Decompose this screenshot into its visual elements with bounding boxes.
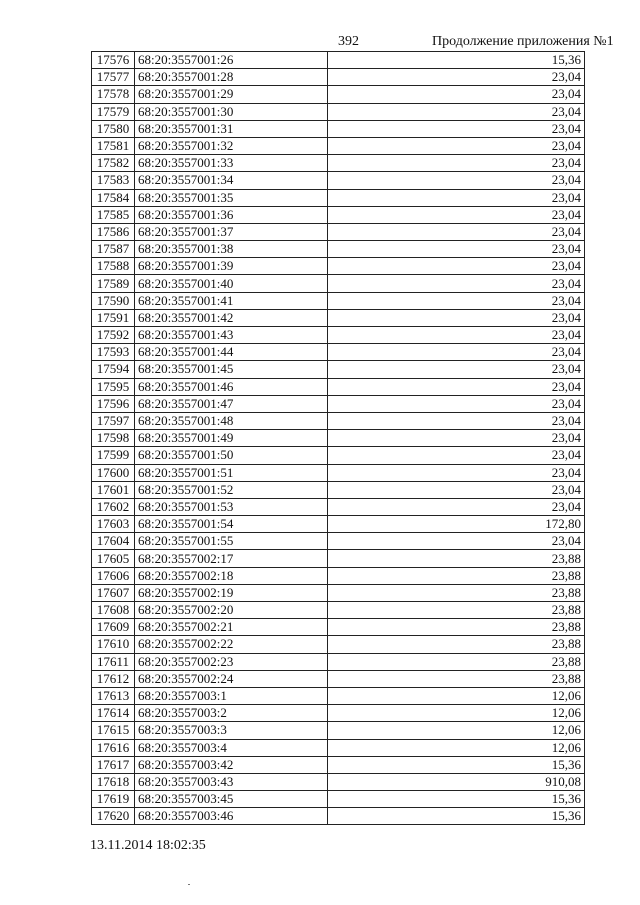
area-value: 23,04 — [328, 395, 585, 412]
area-value: 23,04 — [328, 430, 585, 447]
area-value: 23,04 — [328, 309, 585, 326]
area-value: 12,06 — [328, 722, 585, 739]
table-row — [92, 327, 585, 344]
cadastral-number: 68:20:3557002:23 — [135, 653, 328, 670]
area-value: 23,04 — [328, 378, 585, 395]
row-number: 17608 — [92, 602, 135, 619]
table-row — [92, 687, 585, 704]
area-value: 23,04 — [328, 292, 585, 309]
table-row — [92, 86, 585, 103]
table-row — [92, 498, 585, 515]
table-row — [92, 705, 585, 722]
table-row — [92, 533, 585, 550]
area-value: 23,04 — [328, 206, 585, 223]
cadastral-number: 68:20:3557001:37 — [135, 223, 328, 240]
row-number: 17600 — [92, 464, 135, 481]
cadastral-number: 68:20:3557002:17 — [135, 550, 328, 567]
cadastral-number: 68:20:3557001:40 — [135, 275, 328, 292]
table-row — [92, 120, 585, 137]
row-number: 17595 — [92, 378, 135, 395]
row-number: 17619 — [92, 791, 135, 808]
cadastral-number: 68:20:3557001:45 — [135, 361, 328, 378]
row-number: 17587 — [92, 241, 135, 258]
cadastral-number: 68:20:3557002:21 — [135, 619, 328, 636]
cadastral-number: 68:20:3557001:43 — [135, 327, 328, 344]
area-value: 23,88 — [328, 602, 585, 619]
table-row — [92, 516, 585, 533]
row-number: 17588 — [92, 258, 135, 275]
row-number: 17578 — [92, 86, 135, 103]
row-number: 17598 — [92, 430, 135, 447]
cadastral-number: 68:20:3557001:34 — [135, 172, 328, 189]
table-row — [92, 619, 585, 636]
area-value: 23,04 — [328, 464, 585, 481]
cadastral-number: 68:20:3557002:22 — [135, 636, 328, 653]
table-row — [92, 292, 585, 309]
area-value: 23,88 — [328, 636, 585, 653]
cadastral-number: 68:20:3557001:48 — [135, 412, 328, 429]
row-number: 17579 — [92, 103, 135, 120]
scan-mark — [188, 884, 190, 885]
area-value: 23,04 — [328, 275, 585, 292]
cadastral-number: 68:20:3557002:24 — [135, 670, 328, 687]
cadastral-number: 68:20:3557001:46 — [135, 378, 328, 395]
cadastral-number: 68:20:3557003:45 — [135, 791, 328, 808]
cadastral-number: 68:20:3557001:42 — [135, 309, 328, 326]
row-number: 17616 — [92, 739, 135, 756]
cadastral-number: 68:20:3557001:49 — [135, 430, 328, 447]
row-number: 17581 — [92, 137, 135, 154]
row-number: 17603 — [92, 516, 135, 533]
cadastral-number: 68:20:3557001:31 — [135, 120, 328, 137]
table-row — [92, 739, 585, 756]
row-number: 17601 — [92, 481, 135, 498]
cadastral-number: 68:20:3557001:54 — [135, 516, 328, 533]
cadastral-number: 68:20:3557001:38 — [135, 241, 328, 258]
area-value: 23,04 — [328, 344, 585, 361]
table-row — [92, 430, 585, 447]
table-row — [92, 309, 585, 326]
cadastral-number: 68:20:3557002:18 — [135, 567, 328, 584]
table-row — [92, 791, 585, 808]
cadastral-number: 68:20:3557003:3 — [135, 722, 328, 739]
table-row — [92, 275, 585, 292]
cadastral-table — [91, 51, 585, 825]
cadastral-number: 68:20:3557002:20 — [135, 602, 328, 619]
table-row — [92, 584, 585, 601]
row-number: 17594 — [92, 361, 135, 378]
table-row — [92, 602, 585, 619]
area-value: 23,04 — [328, 241, 585, 258]
table-row — [92, 653, 585, 670]
row-number: 17620 — [92, 808, 135, 825]
area-value: 23,04 — [328, 137, 585, 154]
cadastral-number: 68:20:3557001:30 — [135, 103, 328, 120]
area-value: 23,88 — [328, 619, 585, 636]
row-number: 17580 — [92, 120, 135, 137]
area-value: 910,08 — [328, 773, 585, 790]
area-value: 23,04 — [328, 172, 585, 189]
area-value: 23,04 — [328, 69, 585, 86]
row-number: 17596 — [92, 395, 135, 412]
row-number: 17590 — [92, 292, 135, 309]
area-value: 23,04 — [328, 533, 585, 550]
cadastral-number: 68:20:3557003:46 — [135, 808, 328, 825]
area-value: 12,06 — [328, 739, 585, 756]
row-number: 17586 — [92, 223, 135, 240]
row-number: 17604 — [92, 533, 135, 550]
row-number: 17610 — [92, 636, 135, 653]
table-row — [92, 550, 585, 567]
cadastral-number: 68:20:3557003:43 — [135, 773, 328, 790]
table-row — [92, 241, 585, 258]
table-row — [92, 412, 585, 429]
area-value: 23,88 — [328, 584, 585, 601]
area-value: 23,04 — [328, 447, 585, 464]
area-value: 23,04 — [328, 498, 585, 515]
table-row — [92, 670, 585, 687]
table-row — [92, 636, 585, 653]
cadastral-number: 68:20:3557001:39 — [135, 258, 328, 275]
area-value: 15,36 — [328, 52, 585, 69]
cadastral-number: 68:20:3557003:42 — [135, 756, 328, 773]
table-row — [92, 361, 585, 378]
appendix-title: Продолжение приложения №1 — [432, 34, 614, 49]
table-row — [92, 481, 585, 498]
table-row — [92, 189, 585, 206]
row-number: 17583 — [92, 172, 135, 189]
table-row — [92, 52, 585, 69]
cadastral-number: 68:20:3557003:1 — [135, 687, 328, 704]
cadastral-number: 68:20:3557001:52 — [135, 481, 328, 498]
table-row — [92, 567, 585, 584]
row-number: 17577 — [92, 69, 135, 86]
cadastral-number: 68:20:3557001:29 — [135, 86, 328, 103]
table-row — [92, 155, 585, 172]
cadastral-number: 68:20:3557001:33 — [135, 155, 328, 172]
cadastral-number: 68:20:3557003:4 — [135, 739, 328, 756]
row-number: 17599 — [92, 447, 135, 464]
table-row — [92, 808, 585, 825]
table-row — [92, 258, 585, 275]
table-row — [92, 223, 585, 240]
area-value: 23,88 — [328, 550, 585, 567]
cadastral-number: 68:20:3557003:2 — [135, 705, 328, 722]
cadastral-number: 68:20:3557001:51 — [135, 464, 328, 481]
area-value: 23,88 — [328, 653, 585, 670]
cadastral-number: 68:20:3557001:35 — [135, 189, 328, 206]
row-number: 17618 — [92, 773, 135, 790]
table-row — [92, 756, 585, 773]
area-value: 23,04 — [328, 412, 585, 429]
cadastral-number: 68:20:3557001:41 — [135, 292, 328, 309]
table-row — [92, 447, 585, 464]
row-number: 17589 — [92, 275, 135, 292]
area-value: 23,04 — [328, 361, 585, 378]
area-value: 23,04 — [328, 103, 585, 120]
row-number: 17591 — [92, 309, 135, 326]
row-number: 17613 — [92, 687, 135, 704]
table-row — [92, 103, 585, 120]
page-number: 392 — [338, 34, 359, 49]
row-number: 17602 — [92, 498, 135, 515]
row-number: 17576 — [92, 52, 135, 69]
cadastral-number: 68:20:3557001:28 — [135, 69, 328, 86]
table-row — [92, 344, 585, 361]
row-number: 17614 — [92, 705, 135, 722]
area-value: 23,88 — [328, 567, 585, 584]
table-row — [92, 206, 585, 223]
row-number: 17606 — [92, 567, 135, 584]
area-value: 172,80 — [328, 516, 585, 533]
cadastral-number: 68:20:3557001:55 — [135, 533, 328, 550]
area-value: 23,04 — [328, 120, 585, 137]
cadastral-number: 68:20:3557001:44 — [135, 344, 328, 361]
print-timestamp: 13.11.2014 18:02:35 — [90, 838, 206, 853]
table-row — [92, 773, 585, 790]
table-row — [92, 69, 585, 86]
area-value: 23,04 — [328, 258, 585, 275]
area-value: 23,04 — [328, 155, 585, 172]
row-number: 17584 — [92, 189, 135, 206]
table-row — [92, 378, 585, 395]
row-number: 17611 — [92, 653, 135, 670]
row-number: 17617 — [92, 756, 135, 773]
area-value: 12,06 — [328, 705, 585, 722]
area-value: 23,04 — [328, 327, 585, 344]
area-value: 23,04 — [328, 223, 585, 240]
cadastral-number: 68:20:3557001:47 — [135, 395, 328, 412]
area-value: 12,06 — [328, 687, 585, 704]
area-value: 15,36 — [328, 756, 585, 773]
table-row — [92, 722, 585, 739]
row-number: 17585 — [92, 206, 135, 223]
row-number: 17615 — [92, 722, 135, 739]
table-body — [92, 52, 585, 825]
table-row — [92, 172, 585, 189]
area-value: 23,04 — [328, 189, 585, 206]
row-number: 17612 — [92, 670, 135, 687]
table-row — [92, 137, 585, 154]
area-value: 15,36 — [328, 791, 585, 808]
area-value: 23,04 — [328, 481, 585, 498]
area-value: 23,04 — [328, 86, 585, 103]
row-number: 17582 — [92, 155, 135, 172]
table-row — [92, 464, 585, 481]
area-value: 15,36 — [328, 808, 585, 825]
cadastral-number: 68:20:3557001:36 — [135, 206, 328, 223]
cadastral-number: 68:20:3557001:26 — [135, 52, 328, 69]
row-number: 17593 — [92, 344, 135, 361]
cadastral-number: 68:20:3557001:32 — [135, 137, 328, 154]
row-number: 17597 — [92, 412, 135, 429]
cadastral-number: 68:20:3557002:19 — [135, 584, 328, 601]
row-number: 17609 — [92, 619, 135, 636]
row-number: 17607 — [92, 584, 135, 601]
row-number: 17605 — [92, 550, 135, 567]
table-row — [92, 395, 585, 412]
area-value: 23,88 — [328, 670, 585, 687]
cadastral-number: 68:20:3557001:50 — [135, 447, 328, 464]
row-number: 17592 — [92, 327, 135, 344]
cadastral-number: 68:20:3557001:53 — [135, 498, 328, 515]
